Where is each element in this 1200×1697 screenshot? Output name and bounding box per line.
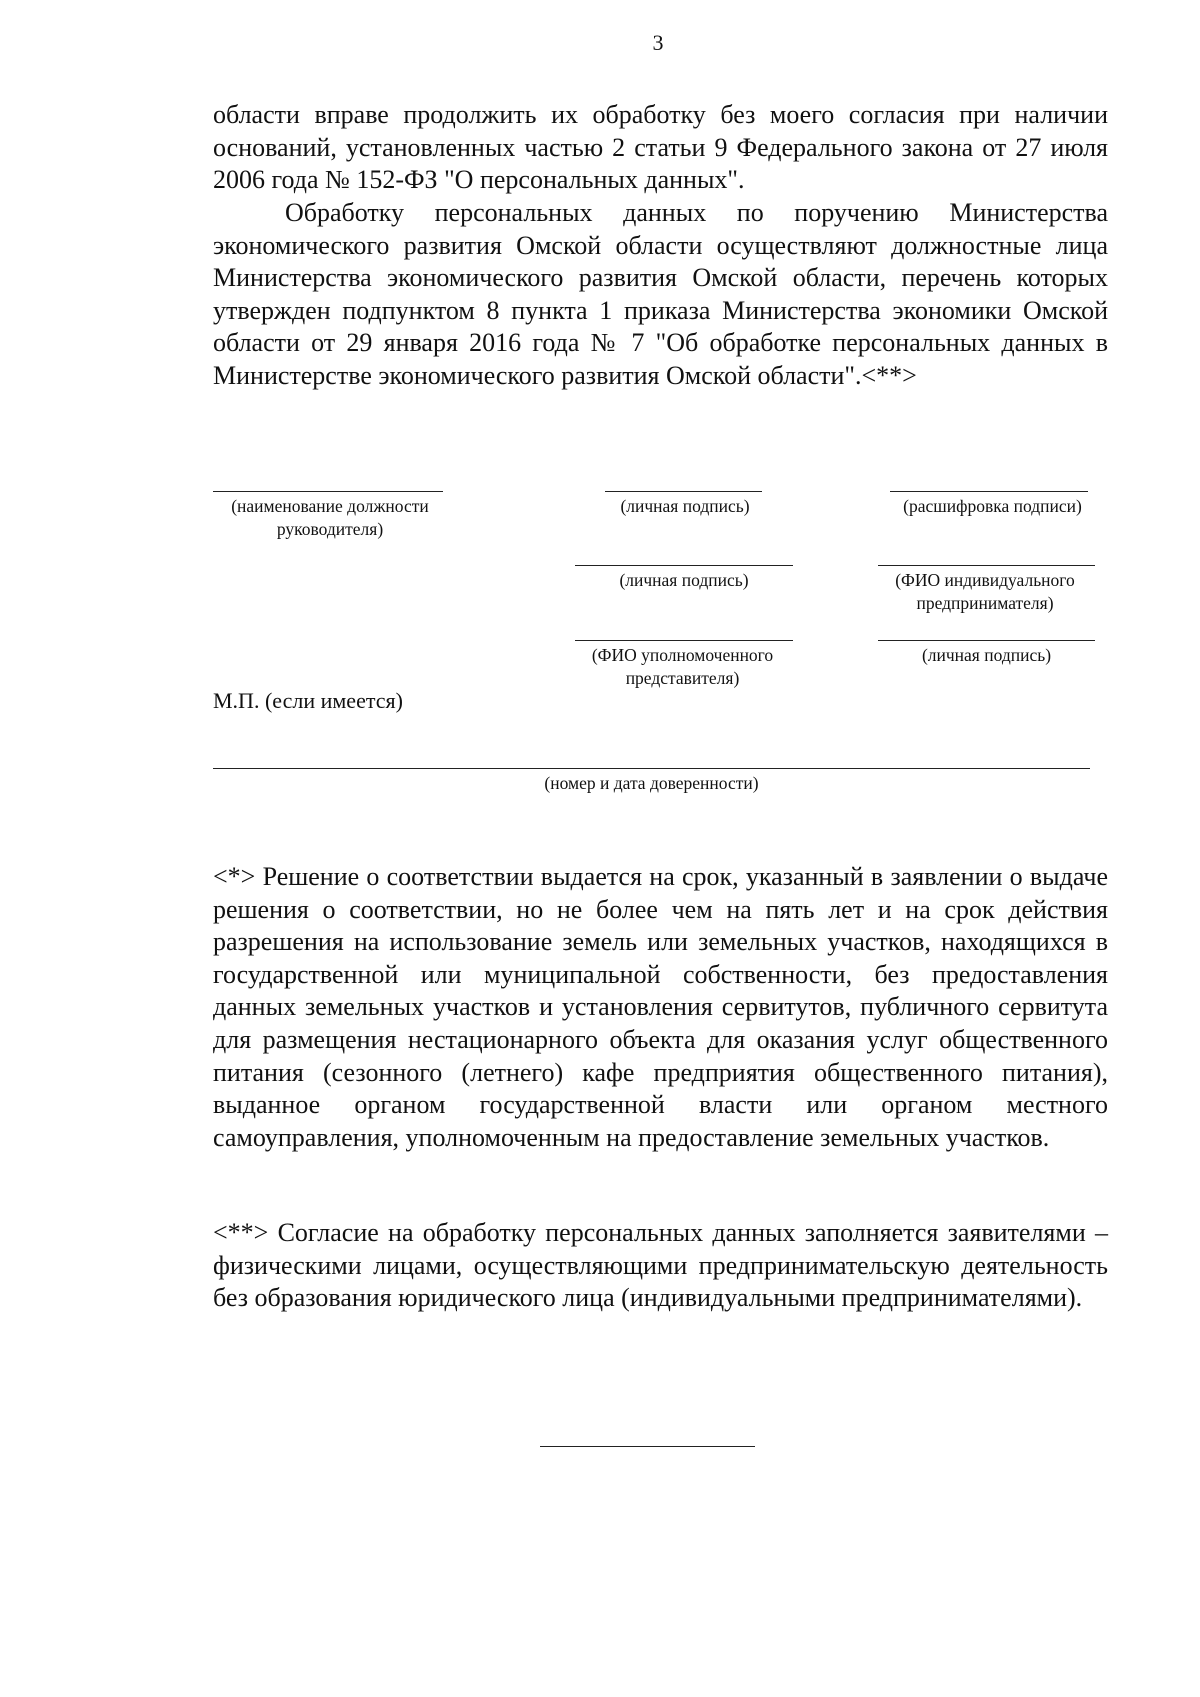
head-signature-line [605,491,762,492]
footnote-two-stars: <**> Согласие на обработку персональных данных заполняется заявителями – физическими лицами, осуществляющими предпринимательскую деятельность без образования юридического лица (индивидуальными предпринимателями). [213,1218,1108,1313]
body-paragraph-processing-officials: Обработку персональных данных по поручению Министерства экономического развития Омской области осуществляют должностные лица Министерства экономического развития Омской области, перечень которых утвержден подпунктом 8 пункта 1 приказа Министерства экономики Омской области от 29 января 2016 года № 7 "Об обработке персональных данных в Министерстве экономического развития Омской области".<**> [213,198,1108,390]
ip-signature-line [575,565,793,566]
footnote-one-star: <*> Решение о соответствии выдается на срок, указанный в заявлении о выдаче решения о соответствии, но не более чем на пять лет и на срок действия разрешения на использование земель или земельных участков, находящихся в государственной или муниципальной собственности, без предоставления данных земельных участков и установления сервитутов, публичного сервитута для размещения нестационарного объекта для оказания услуг общественного питания (сезонного (летнего) кафе предприятия общественного питания), выданное органом государственной власти или органом местного самоуправления, уполномоченным на предоставление земельных участков. [213,862,1108,1152]
head-decryption-line [890,491,1088,492]
rep-signature-line [878,640,1095,641]
stamp-label: М.П. (если имеется) [213,688,403,713]
head-position-line [213,491,443,492]
rep-name-line [575,640,793,641]
head-decryption-caption: (расшифровка подписи) [903,496,1082,516]
page-number: 3 [652,30,664,55]
end-rule [540,1446,755,1447]
rep-name-caption: (ФИО уполномоченного представителя) [591,645,774,688]
head-position-caption: (наименование должности руководителя) [231,496,429,539]
ip-name-caption: (ФИО индивидуального предпринимателя) [895,570,1075,613]
ip-signature-caption: (личная подпись) [619,570,749,590]
body-paragraph-consent-continuation: области вправе продолжить их обработку без моего согласия при наличии оснований, установленных частью 2 статьи 9 Федерального закона от 27 июля 2006 года № 152-ФЗ "О персональных данных". [213,100,1108,195]
power-of-attorney-caption: (номер и дата доверенности) [544,773,759,793]
power-of-attorney-line [213,768,1090,769]
rep-signature-caption: (личная подпись) [921,645,1052,665]
ip-name-line [878,565,1095,566]
head-signature-caption: (личная подпись) [620,496,750,516]
